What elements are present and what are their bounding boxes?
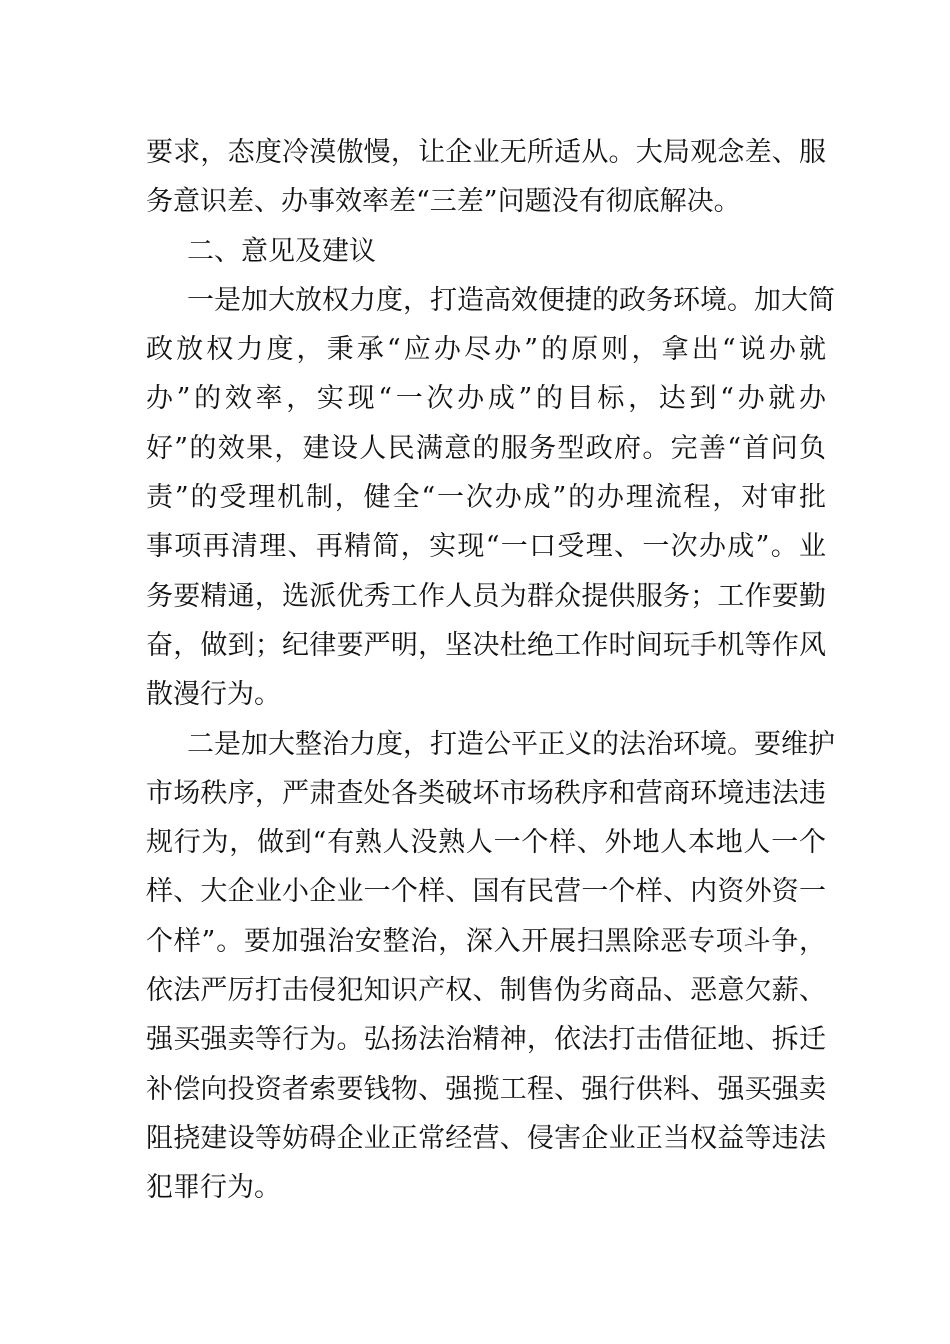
text-line: 散漫行为。 bbox=[146, 679, 281, 711]
text-line: 规行为，做到“有熟人没熟人一个样、外地人本地人一个 bbox=[146, 827, 826, 859]
text-line: 一是加大放权力度，打造高效便捷的政务环境。加大简 bbox=[187, 284, 835, 316]
text-line: 补偿向投资者索要钱物、强揽工程、强行供料、强买强卖 bbox=[146, 1073, 826, 1105]
text-line: 奋，做到；纪律要严明，坚决杜绝工作时间玩手机等作风 bbox=[146, 629, 826, 661]
text-line: 政放权力度，秉承“应办尽办”的原则，拿出“说办就 bbox=[146, 334, 826, 366]
text-line: 市场秩序，严肃查处各类破坏市场秩序和营商环境违法违 bbox=[146, 777, 826, 809]
text-line: 犯罪行为。 bbox=[146, 1172, 281, 1204]
text-line: 样、大企业小企业一个样、国有民营一个样、内资外资一 bbox=[146, 876, 826, 908]
text-line: 要求，态度冷漠傲慢，让企业无所适从。大局观念差、服 bbox=[146, 137, 826, 168]
text-line: 阻挠建设等妨碍企业正常经营、侵害企业正当权益等违法 bbox=[146, 1122, 826, 1154]
text-line: 好”的效果，建设人民满意的服务型政府。完善“首问负 bbox=[146, 432, 826, 464]
text-line: 办”的效率，实现“一次办成”的目标，达到“办就办 bbox=[146, 383, 826, 415]
section-heading: 二、意见及建议 bbox=[187, 235, 376, 267]
text-line: 务意识差、办事效率差“三差”问题没有彻底解决。 bbox=[146, 186, 741, 218]
text-line: 事项再清理、再精简，实现“一口受理、一次办成”。业 bbox=[146, 531, 826, 563]
text-line: 务要精通，选派优秀工作人员为群众提供服务；工作要勤 bbox=[146, 580, 826, 612]
text-line: 强买强卖等行为。弘扬法治精神，依法打击借征地、拆迁 bbox=[146, 1024, 826, 1056]
document-body bbox=[146, 128, 835, 1213]
text-line: 依法严厉打击侵犯知识产权、制售伪劣商品、恶意欠薪、 bbox=[146, 975, 826, 1007]
text-line: 个样”。要加强治安整治，深入开展扫黑除恶专项斗争， bbox=[146, 925, 826, 957]
text-line: 责”的受理机制，健全“一次办成”的办理流程，对审批 bbox=[146, 482, 826, 514]
text-line: 二是加大整治力度，打造公平正义的法治环境。要维护 bbox=[187, 728, 835, 760]
